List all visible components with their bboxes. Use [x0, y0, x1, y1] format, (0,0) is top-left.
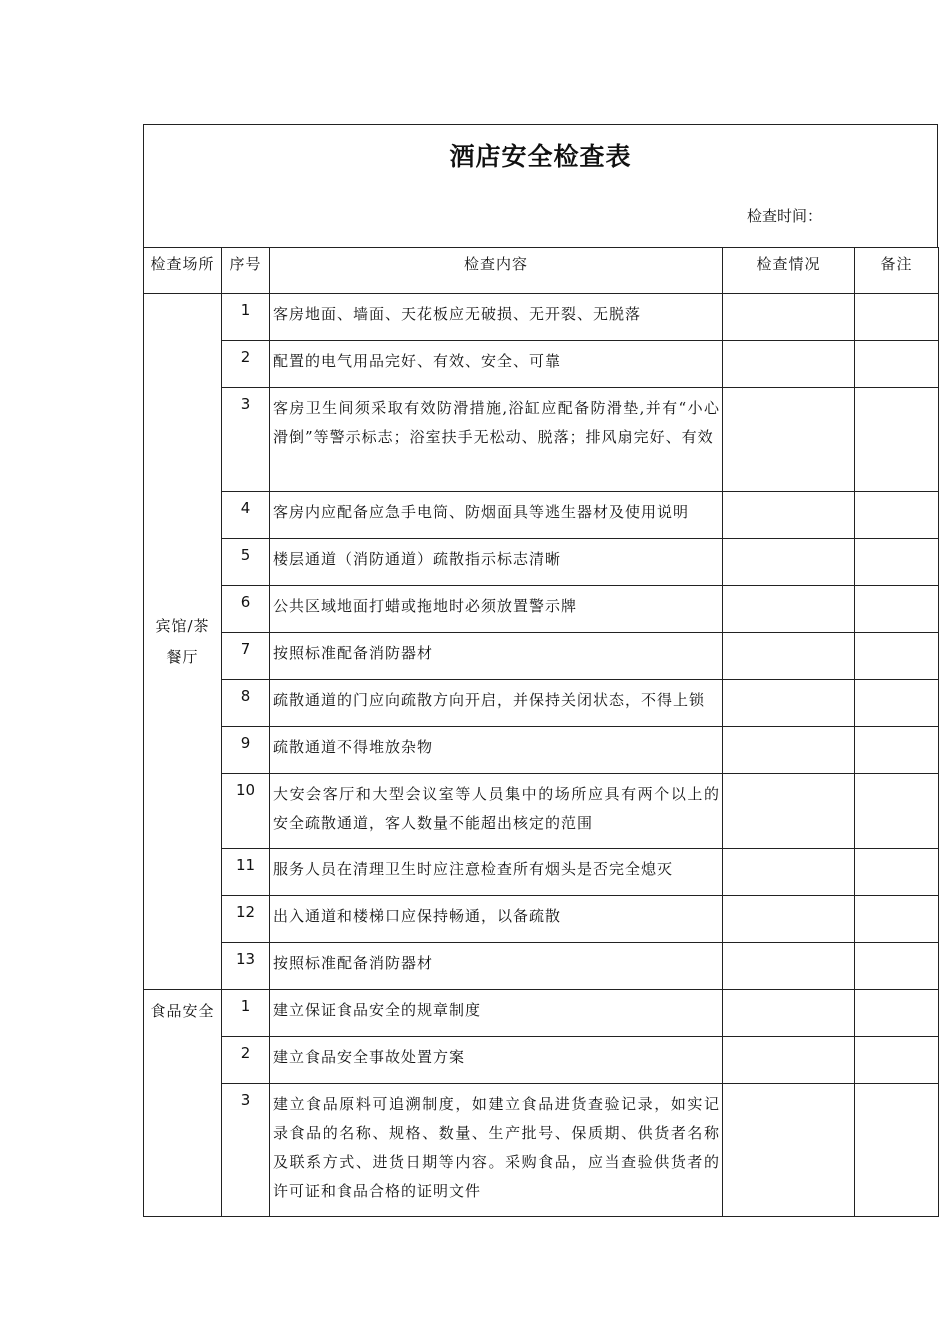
remark-cell[interactable] — [855, 633, 939, 680]
row-number: 6 — [222, 586, 270, 633]
header-no: 序号 — [222, 248, 270, 294]
row-number: 1 — [222, 294, 270, 341]
header-place: 检查场所 — [144, 248, 222, 294]
table-row — [144, 727, 939, 774]
table-row — [144, 774, 939, 849]
status-cell[interactable] — [723, 727, 855, 774]
sheet-header — [143, 124, 938, 247]
table-header-row — [144, 248, 939, 294]
table-body — [144, 294, 939, 1217]
row-number: 2 — [222, 341, 270, 388]
row-content: 客房卫生间须采取有效防滑措施,浴缸应配备防滑垫,并有“小心滑倒”等警示标志；浴室扶手无松动、脱落；排风扇完好、有效 — [270, 388, 723, 492]
remark-cell[interactable] — [855, 896, 939, 943]
row-number: 3 — [222, 1084, 270, 1217]
row-number: 9 — [222, 727, 270, 774]
page-title: 酒店安全检查表 — [449, 142, 632, 171]
remark-cell[interactable] — [855, 1084, 939, 1217]
remark-cell[interactable] — [855, 1037, 939, 1084]
status-cell[interactable] — [723, 896, 855, 943]
row-content: 大安会客厅和大型会议室等人员集中的场所应具有两个以上的安全疏散通道，客人数量不能超出核定的范围 — [270, 774, 723, 849]
table-row — [144, 586, 939, 633]
remark-cell[interactable] — [855, 943, 939, 990]
remark-cell[interactable] — [855, 294, 939, 341]
remark-cell[interactable] — [855, 388, 939, 492]
table-row — [144, 849, 939, 896]
row-number: 2 — [222, 1037, 270, 1084]
status-cell[interactable] — [723, 388, 855, 492]
table-row — [144, 680, 939, 727]
row-content: 楼层通道（消防通道）疏散指示标志清晰 — [270, 539, 723, 586]
section-place: 食品安全 — [144, 990, 222, 1217]
status-cell[interactable] — [723, 990, 855, 1037]
remark-cell[interactable] — [855, 680, 939, 727]
row-number: 8 — [222, 680, 270, 727]
table-row — [144, 294, 939, 341]
remark-cell[interactable] — [855, 990, 939, 1037]
row-number: 3 — [222, 388, 270, 492]
header-status: 检查情况 — [723, 248, 855, 294]
row-content: 出入通道和楼梯口应保持畅通，以备疏散 — [270, 896, 723, 943]
status-cell[interactable] — [723, 1084, 855, 1217]
row-content: 客房内应配备应急手电筒、防烟面具等逃生器材及使用说明 — [270, 492, 723, 539]
status-cell[interactable] — [723, 633, 855, 680]
table-row — [144, 990, 939, 1037]
row-content: 建立食品安全事故处置方案 — [270, 1037, 723, 1084]
table-row — [144, 341, 939, 388]
remark-cell[interactable] — [855, 727, 939, 774]
row-number: 11 — [222, 849, 270, 896]
section-place: 宾馆/茶 餐厅 — [144, 294, 222, 990]
table-row — [144, 633, 939, 680]
row-content: 建立保证食品安全的规章制度 — [270, 990, 723, 1037]
status-cell[interactable] — [723, 1037, 855, 1084]
remark-cell[interactable] — [855, 492, 939, 539]
header-content: 检查内容 — [270, 248, 723, 294]
remark-cell[interactable] — [855, 539, 939, 586]
status-cell[interactable] — [723, 680, 855, 727]
row-number: 4 — [222, 492, 270, 539]
table-row — [144, 1037, 939, 1084]
row-number: 13 — [222, 943, 270, 990]
row-content: 按照标准配备消防器材 — [270, 633, 723, 680]
status-cell[interactable] — [723, 294, 855, 341]
status-cell[interactable] — [723, 341, 855, 388]
table-row — [144, 388, 939, 492]
status-cell[interactable] — [723, 849, 855, 896]
row-number: 10 — [222, 774, 270, 849]
row-content: 建立食品原料可追溯制度，如建立食品进货查验记录，如实记录食品的名称、规格、数量、生产批号、保质期、供货者名称及联系方式、进货日期等内容。采购食品，应当查验供货者的许可证和食品合格的证明文件 — [270, 1084, 723, 1217]
status-cell[interactable] — [723, 492, 855, 539]
table-row — [144, 896, 939, 943]
inspection-sheet — [143, 124, 938, 1217]
remark-cell[interactable] — [855, 849, 939, 896]
row-content: 疏散通道的门应向疏散方向开启，并保持关闭状态，不得上锁 — [270, 680, 723, 727]
remark-cell[interactable] — [855, 774, 939, 849]
row-content: 配置的电气用品完好、有效、安全、可靠 — [270, 341, 723, 388]
row-content: 公共区域地面打蜡或拖地时必须放置警示牌 — [270, 586, 723, 633]
row-number: 12 — [222, 896, 270, 943]
row-content: 疏散通道不得堆放杂物 — [270, 727, 723, 774]
row-number: 5 — [222, 539, 270, 586]
row-number: 1 — [222, 990, 270, 1037]
status-cell[interactable] — [723, 774, 855, 849]
row-content: 按照标准配备消防器材 — [270, 943, 723, 990]
remark-cell[interactable] — [855, 586, 939, 633]
status-cell[interactable] — [723, 943, 855, 990]
check-time-label: 检查时间： — [746, 207, 822, 225]
table-row — [144, 539, 939, 586]
row-content: 客房地面、墙面、天花板应无破损、无开裂、无脱落 — [270, 294, 723, 341]
table-row — [144, 1084, 939, 1217]
header-remark: 备注 — [855, 248, 939, 294]
status-cell[interactable] — [723, 539, 855, 586]
row-content: 服务人员在清理卫生时应注意检查所有烟头是否完全熄灭 — [270, 849, 723, 896]
status-cell[interactable] — [723, 586, 855, 633]
inspection-table — [143, 247, 939, 1217]
remark-cell[interactable] — [855, 341, 939, 388]
table-row — [144, 943, 939, 990]
row-number: 7 — [222, 633, 270, 680]
table-row — [144, 492, 939, 539]
